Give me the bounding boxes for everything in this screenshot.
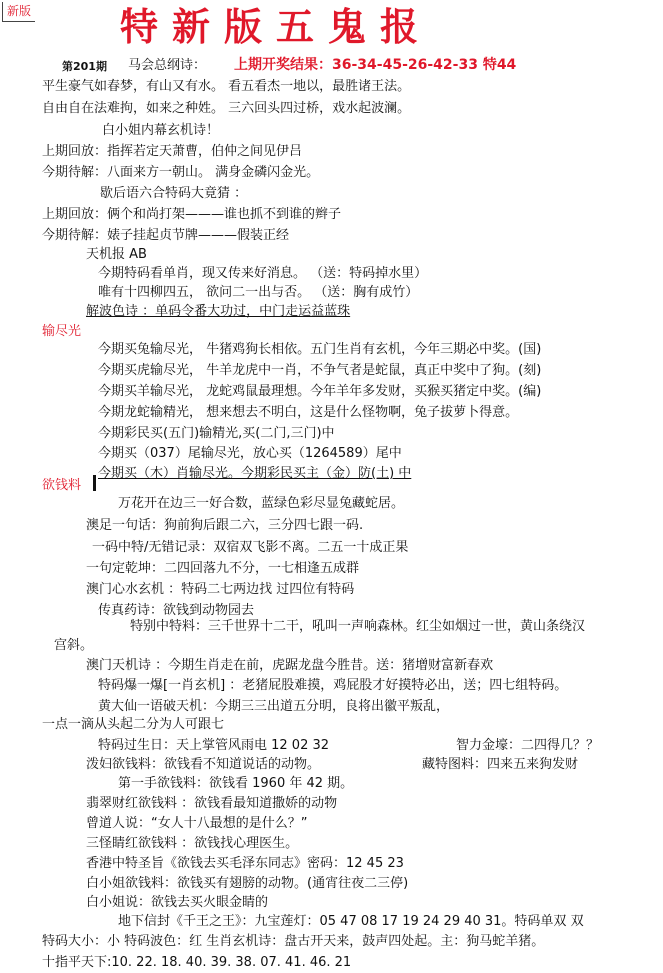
text-line: 今期特码看单肖，现又传来好消息。 （送：特码掉水里） [98, 266, 428, 281]
text-line: 翡翠财红欲钱料 ：欲钱看最知道撒娇的动物 [86, 796, 338, 811]
text-line: 白小姐说：欲钱去买火眼金睛的 [86, 895, 269, 910]
text-line: 曾道人说：“女人十八最想的是什么？” [86, 816, 308, 831]
text-line: 今期买羊输尽光， 龙蛇鸡鼠最理想。今年羊年多发财，买猴买猪定中奖。(编) [98, 384, 542, 399]
text-line: 特码过生日：天上掌管风雨电 12 02 32 [98, 738, 330, 753]
text-line: 歇后语六合特码大竟猜 ： [100, 186, 248, 201]
section-heading: 输尽光 [42, 324, 82, 339]
text-line: 解波色诗 ：单码令番大功过，中门走运益蓝珠 [86, 304, 351, 319]
text-line: 澳足一句话：狗前狗后跟二六，三分四七跟一码. [86, 518, 364, 533]
text-line: 香港中特圣旨《欲钱去买毛泽东同志》密码：12 45 23 [86, 856, 404, 871]
text-line: 特码大小：小 特码波色：红 生肖玄机诗：盘古开天来，鼓声四处起。主：狗马蛇羊猪。 [42, 934, 545, 949]
text-line: 一句定乾坤：二四回落九不分，一七相逢五成群 [86, 561, 360, 576]
text-line: 今期龙蛇输精光， 想来想去不明白，这是什么怪物啊，兔子拔萝卜得意。 [98, 405, 519, 420]
text-line: 三怪睛红欲钱料 ：欲钱找心理医生。 [86, 836, 299, 851]
page-title: 特新版五鬼报 [120, 4, 433, 49]
text-line: 地下信封《千王之王》：九宝莲灯：05 47 08 17 19 24 29 40 31。特码单双 双 [118, 914, 584, 929]
text-line: 唯有十四柳四五， 欲问二一出与否。 （送：胸有成竹） [98, 285, 419, 300]
text-line: 澳门天机诗 ：今期生肖走在前，虎踞龙盘今胜昔。送：猪增财富新春欢 [86, 658, 494, 673]
text-line: 今期买虎输尽光， 牛羊龙虎中一肖，不争气者是蛇鼠，真正中奖中了狗。(刻) [98, 363, 542, 378]
text-line: 藏特图料：四来五来狗发财 [422, 757, 579, 772]
text-line: 特别中特料：三千世界十二干，吼叫一声响森林。红尘如烟过一世，黄山条绕汉 [130, 619, 586, 634]
text-line: 宫斜。 [54, 638, 94, 653]
text-line: 一码中特/无错记录：双宿双飞影不离。二五一十成正果 [92, 540, 409, 555]
text-line: 平生豪气如春梦，有山又有水。 看五看杰一地以，最胜诸王法。 [42, 79, 411, 94]
text-line: 特码爆一爆[一肖玄机] ：老猪屁股难摸，鸡屁股才好摸特必出，送；四七组特码。 [98, 678, 568, 693]
text-line: 今期待解：婊子挂起贞节牌———假装正经 [42, 228, 290, 243]
text-line: 万花开在边三一好合数，蓝绿色彩尽显兔藏蛇居。 [118, 496, 405, 511]
text-line: 天机报 AB [86, 247, 147, 262]
divider [93, 475, 96, 491]
text-line: 白小姐欲钱料：欲钱买有翅膀的动物。(通宵往夜二三停) [86, 876, 409, 891]
text-line: 今期买（037）尾输尽光，放心买（1264589）尾中 [98, 446, 402, 461]
text-line: 今期买（木）肖输尽光。今期彩民买主（金）防(土) 中 [98, 466, 412, 481]
text-line: 澳门心水玄机 ：特码二七两边找 过四位有特码 [86, 582, 355, 597]
text-line: 白小姐内幕玄机诗！ [102, 123, 220, 138]
text-line: 传真药诗：欲钱到动物园去 [98, 603, 255, 618]
master-poem-label: 马会总纲诗： [128, 58, 207, 73]
text-line: 今期待解：八面来方一朝山。 满身金磷闪金光。 [42, 165, 320, 180]
text-line: 第一手欲钱料：欲钱看 1960 年 42 期。 [118, 776, 354, 791]
text-line: 智力金壕：二四得几？？ [456, 738, 600, 753]
text-line: 今期彩民买(五门)输精光,买(二门,三门)中 [98, 426, 335, 441]
last-result: 上期开奖结果：36-34-45-26-42-33 特44 [234, 57, 517, 73]
text-line: 泼妇欲钱料：欲钱看不知道说话的动物。 [86, 757, 321, 772]
text-line: 上期回放：俩个和尚打架———谁也抓不到谁的辫子 [42, 207, 342, 222]
text-line: 一点一滴从头起二分为人可跟七 [42, 717, 225, 732]
issue-number: 第201期 [62, 60, 107, 73]
text-line: 上期回放：指挥若定天萧曹，伯仲之间见伊吕 [42, 144, 303, 159]
corner-label: 新版 [2, 2, 35, 22]
text-line: 黄大仙一语破天机：今期三三出道五分明，良将出徽平叛乱， [98, 699, 450, 714]
section-heading: 欲钱料 [42, 478, 82, 493]
text-line: 十指平天下:10. 22. 18. 40. 39. 38. 07. 41. 46. 21 [42, 955, 352, 970]
text-line: 今期买兔输尽光， 牛猪鸡狗长相依。五门生肖有玄机，今年三期必中奖。(国) [98, 342, 542, 357]
text-line: 自由自在法难拘，如来之种姓。 三六回头四过桥，戏水起波澜。 [42, 101, 411, 116]
